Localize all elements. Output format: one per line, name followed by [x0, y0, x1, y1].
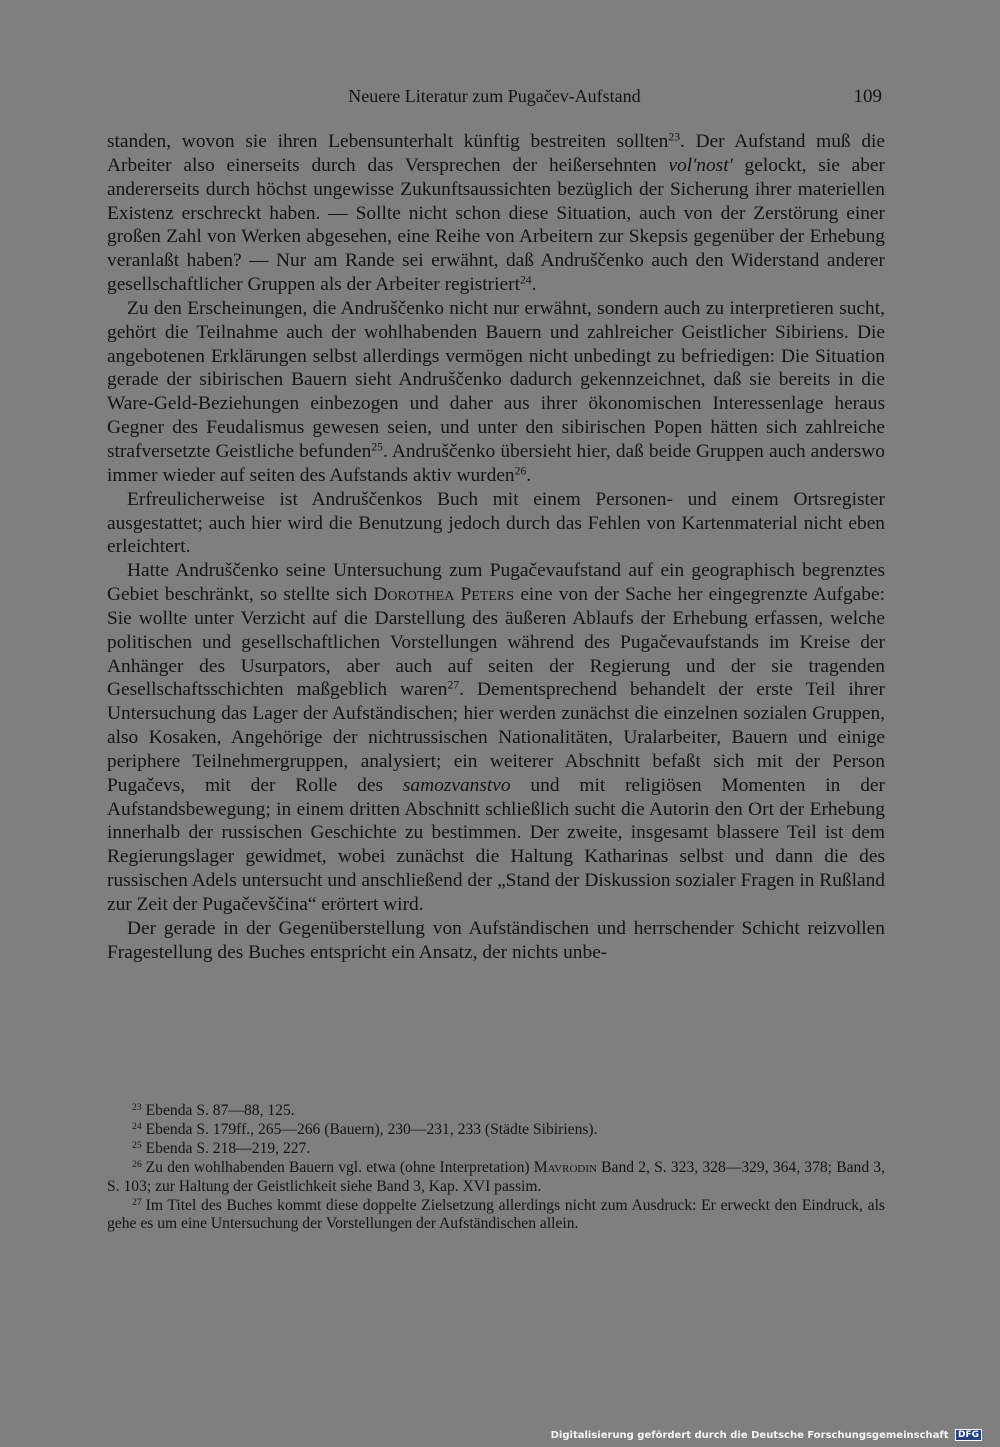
page-title: Neuere Literatur zum Pugačev-Aufstand [348, 86, 641, 106]
paragraph-5 [107, 917, 885, 965]
text-run: . Der Aufstand muß die Arbeiter also einerseits durch das Versprechen der heißersehnten [107, 131, 886, 176]
text-run: und mit religiösen Momenten in der Aufstandsbewegung; in einem dritten Abschnitt schließlich sucht die Autorin den Ort der Erhebung innerhalb der russischen Geschichte zu bestimmen. Der zweite, insgesamt blassere Teil ist dem Regierungslager gewidmet, wobei zunächst die Haltung Katharinas selbst und dann die des russischen Adels untersucht und anschließend der „Stand der Diskussion sozialer Fragen in Rußland zur Zeit der Pugačevščina“ erörtert wird. [107, 774, 885, 915]
footnote-text: Ebenda S. 218—219, 227. [145, 1139, 311, 1157]
page-number: 109 [853, 86, 882, 107]
credit-text: Digitalisierung gefördert durch die Deutsche Forschungsgemeinschaft [550, 1430, 949, 1441]
footnote-text: Band 2, S. 323, 328—329, 364, 378; Band 3, S. 103; zur Haltung der Geistlichkeit siehe Band 3, Kap. XVI passim. [107, 1158, 885, 1195]
text-run: Erfreulicherweise ist Andruščenkos Buch mit einem Personen- und einem Ortsregister ausgestattet; auch hier wird die Benutzung jedoch durch das Fehlen von Kartenmaterial nicht eben erleichtert. [107, 488, 885, 558]
footnote-text: Ebenda S. 87—88, 125. [145, 1102, 295, 1119]
footnote-23 [107, 1102, 885, 1121]
text-run: standen, wovon sie ihren Lebensunterhalt künftig bestreiten sollten [107, 131, 669, 152]
footnote-number: 25 [132, 1139, 142, 1151]
footnote-number: 27 [132, 1196, 142, 1208]
author-name: Mavrodin [533, 1158, 597, 1176]
text-run: Hatte Andruščenko seine Untersuchung zum Pugačevaufstand auf ein geographisch begrenztes Gebiet beschränkt, so stellte sich [107, 560, 885, 606]
footnote-24 [107, 1121, 885, 1140]
text-run: . Andruščenko übersieht hier, daß beide Gruppen auch anderswo immer wieder auf seiten des Aufstands aktiv wurden [107, 440, 885, 486]
footnote-number: 24 [132, 1121, 142, 1133]
italic-term: samozvanstvo [402, 774, 511, 796]
text-run: . Dementsprechend behandelt der erste Teil ihrer Untersuchung das Lager der Aufständischen; hier werden zunächst die einzelnen sozialen Gruppen, also Kosaken, Angehörige der nichtrussischen Nationalitäten, Uralarbeiter, Bauern und einige periphere Teilnehmergruppen, analysiert; ein weiterer Abschnitt befaßt sich mit der Person Pugačevs, mit der Rolle des [107, 679, 885, 796]
footnote-ref: 25 [371, 440, 383, 454]
paragraph-4 [107, 559, 885, 917]
footnote-ref: 27 [447, 679, 460, 693]
text-run: Der gerade in der Gegenüberstellung von Aufständischen und herrschender Schicht reizvollen Fragestellung des Buches entspricht ein Ansatz, der nichts unbe- [107, 917, 885, 963]
paragraph-1 [107, 130, 885, 297]
text-run: . [531, 274, 537, 296]
footnote-ref: 26 [514, 464, 527, 478]
dfg-logo: DFG [955, 1429, 982, 1441]
footnote-ref: 23 [668, 130, 680, 144]
digitization-credit [551, 1429, 982, 1441]
author-name: Dorothea Peters [373, 584, 515, 606]
paragraph-2 [107, 297, 885, 488]
main-text [107, 130, 885, 965]
text-run: . [526, 464, 532, 486]
footnote-number: 23 [132, 1102, 142, 1114]
footnote-ref: 24 [519, 273, 532, 287]
text-run: Zu den Erscheinungen, die Andruščenko nicht nur erwähnt, sondern auch zu interpretieren sucht, gehört die Teilnahme auch der wohlhabenden Bauern und zahlreicher Geistlicher Sibiriens. Die angebotenen Erklärungen selbst allerdings vermögen nicht unbedingt zu befriedigen: Die Situation gerade der sibirischen Bauern sieht Andruščenko dadurch gekennzeichnet, daß sie bereits in die Ware-Geld-Beziehungen einbezogen und daher aus ihrer ökonomischen Interessenlage heraus Gegner des Feudalismus gewesen seien, und unter den sibirischen Popen hätten sich zahlreiche strafversetzte Geistliche befunden [107, 297, 885, 462]
footnote-number: 26 [132, 1158, 142, 1170]
footnote-text: Im Titel des Buches kommt diese doppelte Zielsetzung allerdings nicht zum Ausdruck: Er erweckt den Eindruck, als gehe es um eine Untersuchung der Vorstellungen der Aufständischen allein. [107, 1196, 885, 1233]
italic-term: vol'nost' [668, 154, 733, 176]
footnote-25 [107, 1140, 885, 1159]
text-run: eine von der Sache her eingegrenzte Aufgabe: Sie wollte unter Verzicht auf die Darstellung des äußeren Ablaufs der Erhebung erfassen, welche politischen und gesellschaftlichen Vorstellungen während des Pugačevaufstands im Kreise der Anhänger des Usurpators, aber auch auf seiten der Regierung und der sie tragenden Gesellschaftsschichten maßgeblich waren [107, 584, 885, 701]
footnote-text: Zu den wohlhabenden Bauern vgl. etwa (ohne Interpretation) [145, 1158, 534, 1176]
running-head [107, 86, 882, 112]
text-run: gelockt, sie aber andererseits durch höchst ungewisse Zukunftsaussichten bezüglich der Sicherung ihrer materiellen Existenz erschreckt haben. — Sollte nicht schon diese Situation, auch von der Zerstörung einer großen Zahl von Werken abgesehen, eine Reihe von Arbeitern zur Skepsis gegenüber der Erhebung veranlaßt haben? — Nur am Rande sei erwähnt, daß Andruščenko auch den Widerstand anderer gesellschaftlicher Gruppen als der Arbeiter registriert [107, 154, 885, 296]
footnote-text: Ebenda S. 179ff., 265—266 (Bauern), 230—231, 233 (Städte Sibiriens). [145, 1120, 598, 1138]
footnote-27 [107, 1197, 885, 1235]
footnotes [107, 1102, 885, 1234]
paragraph-3 [107, 488, 885, 560]
footnote-26 [107, 1159, 885, 1197]
